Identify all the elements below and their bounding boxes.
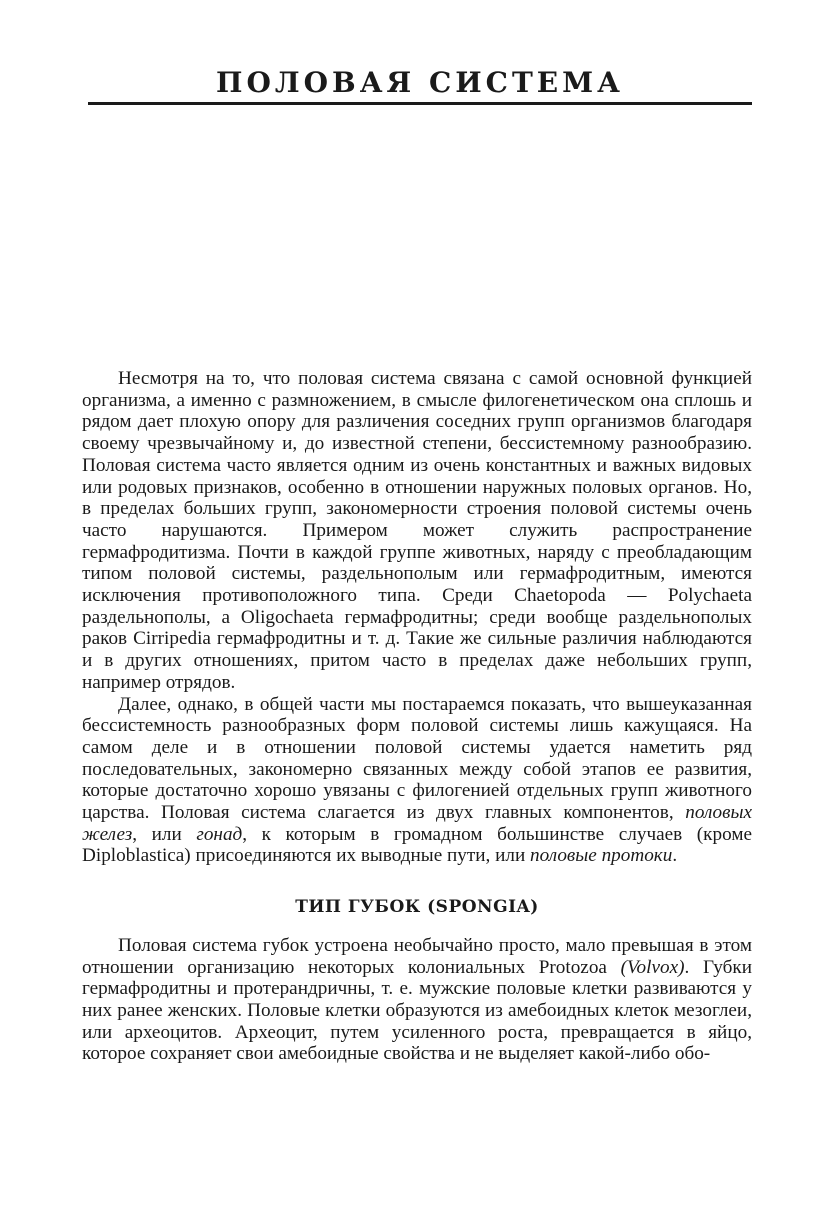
text-run: . Губки гермафродитны и протерандричны, т. е. мужские половые клетки развиваются у них ранее женских. Половые клетки образуются из амебоидных клеток мезоглеи, или археоцитов. Археоцит, путем усиленного роста, превращается в яйцо, которое сохраняет свои амебоидные свойства и не выделяет какой-либо обо-	[82, 956, 753, 1065]
chapter-title: ПОЛОВАЯ СИСТЕМА	[216, 66, 624, 99]
emphasis-term: половые протоки	[530, 845, 673, 867]
emphasis-term: гонад	[196, 823, 243, 845]
paragraph-intro	[82, 368, 752, 694]
text-run: , или	[132, 823, 197, 845]
paragraph-spongia	[82, 935, 752, 1065]
text-run: Половая система губок устроена необычайно просто, мало превышая в этом отношении организацию некоторых колониальных Protozoa	[82, 934, 752, 978]
paragraph-intro-text: Несмотря на то, что половая система связана с самой основной функцией организма, а именно с размножением, в смысле филогенетическом она сплошь и рядом дает плохую опору для различения соседних групп организмов благодаря своему чрезвычайному и, до известной степени, бессистемному разнообразию. Половая система часто является одним из очень константных и важных видовых или родовых признаков, особенно в отношении наружных половых органов. Но, в пределах больших групп, закономерности строения половой системы очень часто нарушаются. Примером может служить распространение гермафродитизма. Почти в каждой группе животных, наряду с преобладающим типом половой системы, раздельнополым или гермафродитным, имеются исключения противоположного типа. Среди Chaetopoda — Polychaeta раздельнополы, а Oligochaeta гермафродитны; среди вообще раздельнополых раков Cirripedia гермафродитны и т. д. Такие же сильные различия наблюдаются и в других отношениях, притом часто в пределах даже небольших групп, например отрядов.	[82, 368, 752, 693]
text-run: , к которым в громадном большинстве случаев (кроме Diploblastica) присоединяются их выводные пути, или	[82, 823, 752, 867]
emphasis-term: половых желез	[82, 802, 752, 845]
title-rule	[88, 102, 752, 105]
text-run: .	[672, 845, 678, 867]
text-run: Далее, однако, в общей части мы постараемся показать, что вышеуказанная бессистемность разнообразных форм половой системы лишь кажущаяся. На самом деле и в отношении половой системы удается наметить ряд последовательных, закономерно связанных между собой этапов ее развития, которые достаточно хорошо увязаны с филогенией отдельных групп животного царства. Половая система слагается из двух главных компонентов,	[82, 693, 752, 824]
page-body	[82, 368, 752, 1065]
emphasis-term: (Volvox)	[620, 956, 685, 978]
section-heading: ТИП ГУБОК (SPONGIA)	[295, 897, 539, 918]
paragraph-components	[82, 694, 752, 868]
